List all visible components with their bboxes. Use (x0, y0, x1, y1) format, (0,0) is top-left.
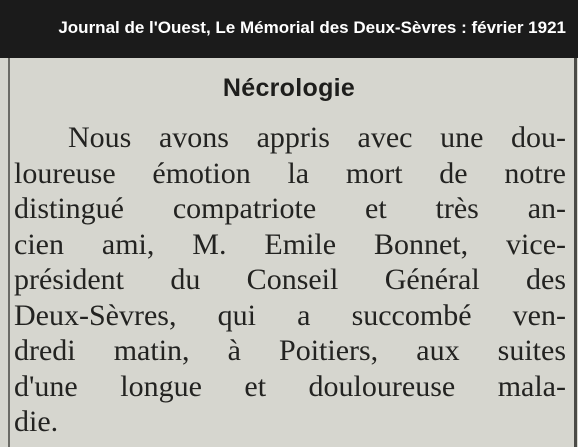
article-line: distingué compatriote et très an- (14, 192, 566, 225)
article-line: Deux-Sèvres, qui a succombé ven- (14, 298, 566, 332)
article-heading: Nécrologie (222, 74, 356, 102)
article-line: loureuse émotion la mort de notre (14, 156, 566, 190)
caption-bar (0, 0, 578, 58)
caption-title: Journal de l'Ouest, Le Mémorial des Deux-Sèvres : février 1921 (58, 18, 566, 37)
column-rule-left (8, 58, 10, 447)
article-line: d'une longue et douloureuse mala- (14, 369, 566, 403)
column-rule-right (574, 58, 577, 447)
article-line: dredi matin, à Poitiers, aux suites (14, 334, 566, 367)
newspaper-scan (0, 58, 578, 447)
article-line: cien ami, M. Emile Bonnet, vice- (14, 227, 566, 261)
article-line: Nous avons appris avec une dou- (68, 121, 566, 154)
article-line: président du Conseil Général des (14, 263, 566, 296)
article-line: die. (14, 405, 59, 438)
article-body (14, 120, 566, 440)
